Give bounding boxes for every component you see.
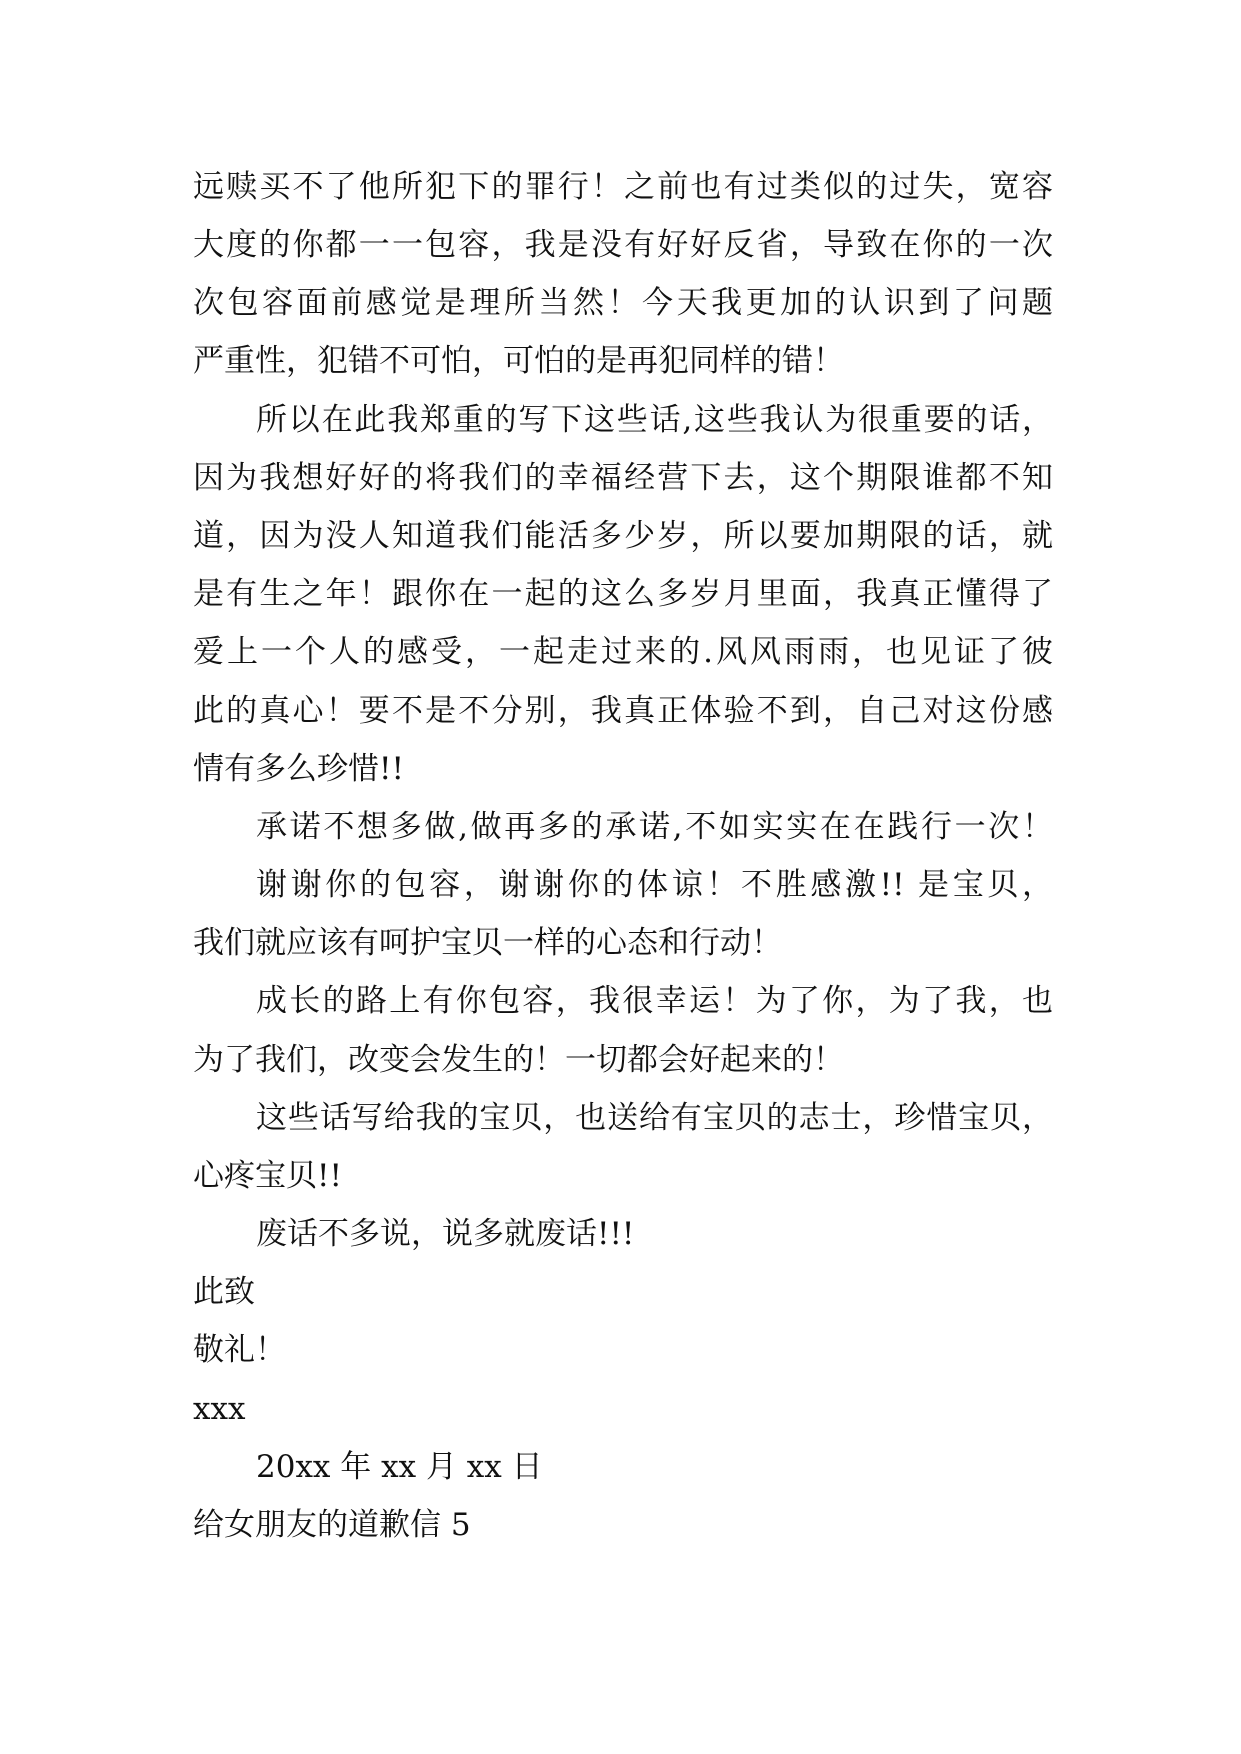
body-line: 成长的路上有你包容，我很幸运！为了你，为了我，也 bbox=[256, 983, 1053, 1019]
body-line: 远赎买不了他所犯下的罪行！之前也有过类似的过失，宽容 bbox=[193, 169, 1053, 205]
salutation-line: 敬礼！ bbox=[193, 1332, 286, 1368]
closing-line: 此致 bbox=[193, 1274, 255, 1310]
body-line: 因为我想好好的将我们的幸福经营下去，这个期限谁都不知 bbox=[193, 460, 1053, 496]
signature-line: xxx bbox=[193, 1391, 246, 1427]
body-line: 所以在此我郑重的写下这些话,这些我认为很重要的话， bbox=[256, 402, 1053, 438]
body-line: 为了我们，改变会发生的！一切都会好起来的！ bbox=[193, 1042, 844, 1078]
body-line: 道，因为没人知道我们能活多少岁，所以要加期限的话，就 bbox=[193, 518, 1053, 554]
body-line: 是有生之年！跟你在一起的这么多岁月里面，我真正懂得了 bbox=[193, 576, 1053, 612]
body-line: 爱上一个人的感受，一起走过来的.风风雨雨，也见证了彼 bbox=[193, 634, 1053, 670]
body-line: 严重性，犯错不可怕，可怕的是再犯同样的错！ bbox=[193, 343, 844, 379]
body-line: 情有多么珍惜!! bbox=[193, 751, 404, 787]
body-line: 这些话写给我的宝贝，也送给有宝贝的志士，珍惜宝贝， bbox=[256, 1100, 1053, 1136]
body-line: 谢谢你的包容，谢谢你的体谅！不胜感激!! 是宝贝， bbox=[256, 867, 1053, 903]
date-line: 20xx 年 xx 月 xx 日 bbox=[256, 1449, 543, 1485]
section-heading: 给女朋友的道歉信 5 bbox=[193, 1507, 471, 1543]
body-line: 废话不多说，说多就废话!!! bbox=[256, 1216, 635, 1252]
body-line: 此的真心！要不是不分别，我真正体验不到，自己对这份感 bbox=[193, 693, 1053, 729]
body-line: 大度的你都一一包容，我是没有好好反省，导致在你的一次 bbox=[193, 227, 1053, 263]
body-line: 心疼宝贝!! bbox=[193, 1158, 342, 1194]
body-line: 我们就应该有呵护宝贝一样的心态和行动！ bbox=[193, 925, 782, 961]
body-line: 承诺不想多做,做再多的承诺,不如实实在在践行一次！ bbox=[256, 809, 1053, 845]
body-line: 次包容面前感觉是理所当然！今天我更加的认识到了问题 bbox=[193, 285, 1053, 321]
